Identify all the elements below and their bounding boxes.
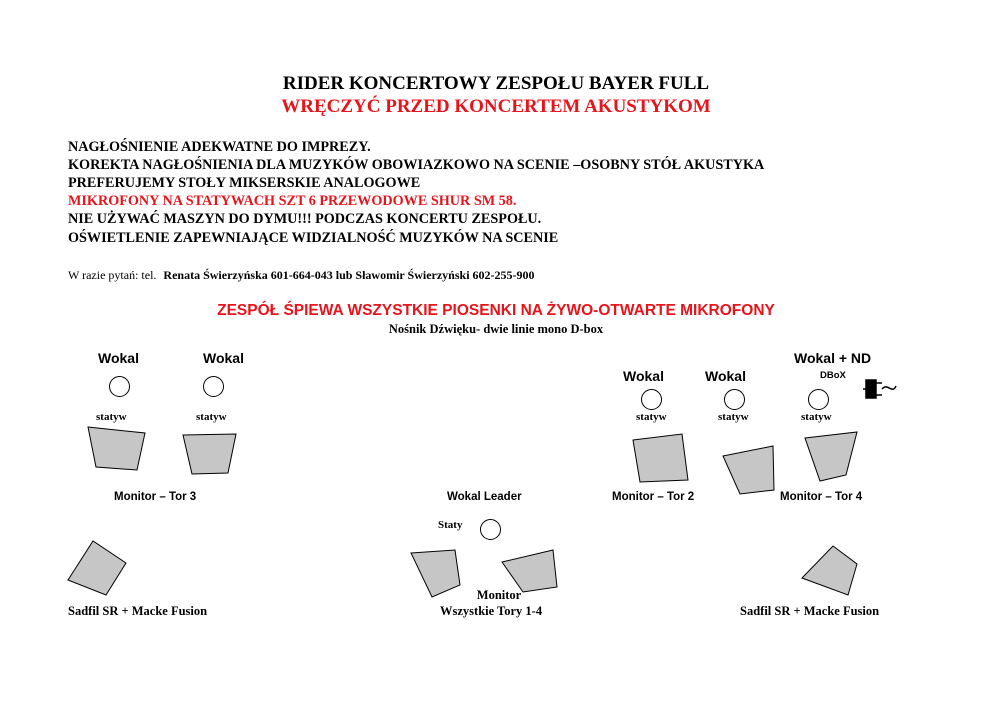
stand-label: statyw [196, 411, 227, 423]
vocal-label: Wokal [705, 368, 746, 384]
monitor-wedge-tor3-right [183, 434, 236, 474]
stand-label: statyw [801, 411, 832, 423]
microphone-icon [109, 376, 130, 397]
leader-label: Wokal Leader [447, 491, 522, 503]
sidefill-left-label: Sadfil SR + Macke Fusion [68, 604, 208, 618]
microphone-icon [203, 376, 224, 397]
vocal-label: Wokal [98, 350, 139, 366]
dbox-label: DBoX [820, 370, 846, 381]
center-monitor-tracks-label: Wszystkie Tory 1-4 [440, 604, 543, 618]
microphone-icon [641, 389, 662, 410]
monitor-tor2-label: Monitor – Tor 2 [612, 491, 695, 503]
requirement-line-red: MIKROFONY NA STATYWACH SZT 6 PRZEWODOWE SHUR SM 58. [68, 193, 517, 209]
vocal-label: Wokal [623, 368, 664, 384]
monitor-tor3-label: Monitor – Tor 3 [114, 491, 197, 503]
monitor-wedge-tor3-left [88, 427, 145, 470]
monitor-wedge-center [723, 446, 774, 494]
document-subtitle: WRĘCZYĆ PRZED KONCERTEM AKUSTYKOM [281, 96, 711, 117]
stand-label: statyw [636, 411, 667, 423]
monitor-tor4-label: Monitor – Tor 4 [780, 491, 863, 503]
requirement-line: OŚWIETLENIE ZAPEWNIAJĄCE WIDZIALNOŚĆ MUZYKÓW NA SCENIE [68, 230, 559, 246]
monitor-wedge-tor4 [805, 432, 857, 481]
requirement-line: NIE UŻYWAĆ MASZYN DO DYMU!!! PODCZAS KONCERTU ZESPOŁU. [68, 211, 542, 227]
center-monitor-label: Monitor [476, 588, 522, 602]
sidefill-wedge-left [68, 541, 126, 595]
requirement-line: NAGŁOŚNIENIE ADEKWATNE DO IMPREZY. [68, 139, 371, 155]
contact-names: Renata Świerzyńska 601-664-043 lub Sławomir Świerzyński 602-255-900 [163, 268, 535, 282]
vocal-nd-label: Wokal + ND [794, 350, 872, 366]
document-title: RIDER KONCERTOWY ZESPOŁU BAYER FULL [282, 73, 710, 94]
requirement-line: PREFERUJEMY STOŁY MIKSERSKIE ANALOGOWE [68, 175, 421, 191]
monitor-wedge-tor2 [633, 434, 688, 482]
leader-stand-label: Staty [438, 519, 463, 531]
carrier-note: Nośnik Dźwięku- dwie linie mono D-box [388, 322, 604, 336]
stand-label: statyw [718, 411, 749, 423]
microphone-icon [808, 389, 829, 410]
microphone-icon [480, 519, 501, 540]
vocal-label: Wokal [203, 350, 244, 366]
sidefill-right-label: Sadfil SR + Macke Fusion [740, 604, 880, 618]
contact-prefix: W razie pytań: tel. [68, 268, 157, 282]
live-notice: ZESPÓŁ ŚPIEWA WSZYSTKIE PIOSENKI NA ŻYWO-OTWARTE MIKROFONY [217, 302, 775, 319]
center-monitor-wedge-right [502, 550, 557, 592]
power-plug-icon [863, 380, 896, 398]
stand-label: statyw [96, 411, 127, 423]
microphone-icon [724, 389, 745, 410]
requirement-line: KOREKTA NAGŁOŚNIENIA DLA MUZYKÓW OBOWIAZKOWO NA SCENIE –OSOBNY STÓŁ AKUSTYKA [68, 157, 765, 173]
